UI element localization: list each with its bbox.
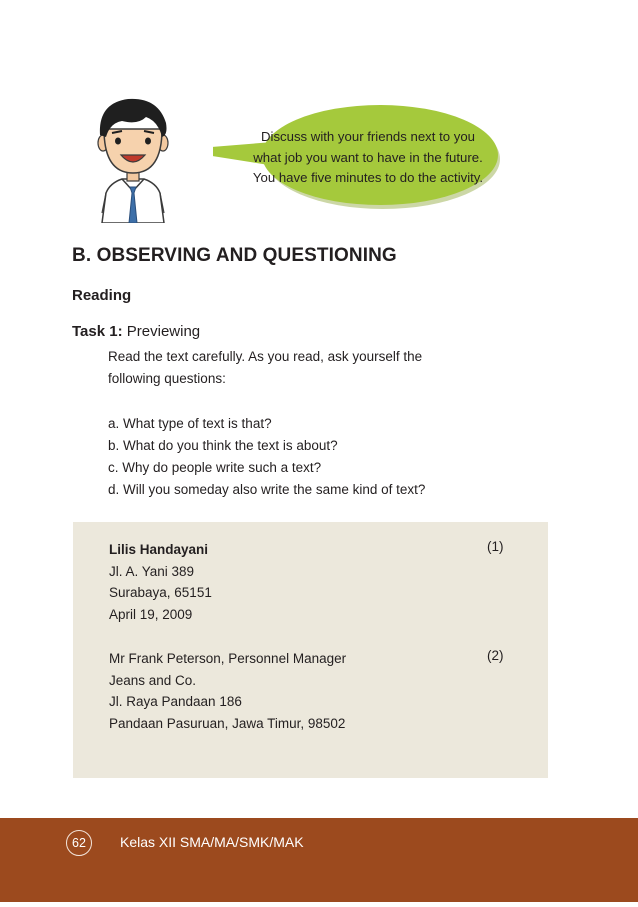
speech-bubble-text (232, 127, 504, 189)
sender-name: Lilis Handayani (109, 542, 209, 557)
recipient-line: Jl. Raya Pandaan 186 (109, 694, 242, 709)
task-name: Previewing (126, 323, 201, 340)
instructions (108, 346, 528, 390)
question-item: c. Why do people write such a text? (108, 460, 322, 475)
recipient-marker: (2) (487, 648, 504, 663)
question-item: d. Will you someday also write the same kind of text? (108, 482, 426, 497)
subsection-heading: Reading (72, 287, 132, 304)
recipient-address (109, 648, 346, 734)
instruction-line: Read the text carefully. As you read, ask yourself the (108, 349, 423, 364)
sender-address (109, 539, 212, 625)
footer-title: Kelas XII SMA/MA/SMK/MAK (120, 834, 304, 850)
bubble-line: You have five minutes to do the activity. (252, 170, 484, 185)
footer-bar (0, 818, 638, 902)
bubble-line: Discuss with your friends next to you (260, 129, 476, 144)
task-heading (72, 323, 200, 340)
instruction-line: following questions: (108, 371, 226, 386)
task-label: Task 1: (72, 323, 123, 340)
recipient-line: Pandaan Pasuruan, Jawa Timur, 98502 (109, 715, 346, 731)
question-list (108, 413, 425, 501)
sender-line: April 19, 2009 (109, 606, 193, 622)
question-item: b. What do you think the text is about? (108, 438, 338, 453)
sender-line: Jl. A. Yani 389 (109, 563, 195, 579)
recipient-line: Mr Frank Peterson, Personnel Manager (109, 651, 347, 666)
section-heading: B. OBSERVING AND QUESTIONING (72, 245, 397, 266)
sender-line: Surabaya, 65151 (109, 585, 212, 600)
bubble-line: what job you want to have in the future. (253, 149, 483, 165)
student-illustration (88, 95, 178, 223)
page-number: 62 (66, 830, 92, 856)
question-item: a. What type of text is that? (108, 416, 272, 431)
sender-marker: (1) (487, 539, 504, 554)
recipient-line: Jeans and Co. (109, 672, 197, 688)
